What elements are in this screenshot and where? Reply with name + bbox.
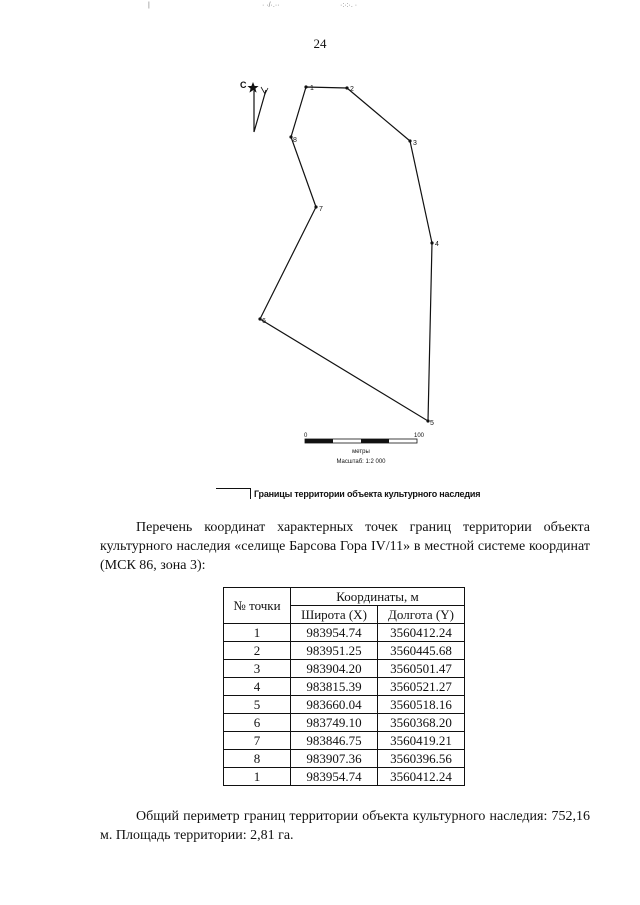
coordinates-table (223, 587, 465, 786)
cell-y: 3560412.24 (378, 624, 465, 642)
cell-point: 5 (224, 696, 291, 714)
vertex-marker (304, 85, 307, 88)
legend-label: Границы территории объекта культурного наследия (254, 488, 481, 499)
scan-artifact: | (148, 2, 150, 9)
cell-y: 3560518.16 (378, 696, 465, 714)
summary-text: Общий периметр границ территории объекта культурного наследия: 752,16 м. Площадь территории: 2,81 га. (100, 809, 590, 843)
point-label: 5 (430, 420, 434, 427)
table-row (224, 678, 465, 696)
cell-x: 983846.75 (291, 732, 378, 750)
vertex-marker (430, 241, 433, 244)
header-point-number: № точки (224, 588, 291, 624)
table-row (224, 696, 465, 714)
north-label: С (240, 80, 247, 90)
table-row (224, 750, 465, 768)
point-label: 4 (435, 241, 439, 248)
cell-x: 983951.25 (291, 642, 378, 660)
scale-text: Масштаб: 1:2 000 (336, 459, 386, 465)
cell-x: 983954.74 (291, 624, 378, 642)
point-label: 8 (293, 137, 297, 144)
map-legend (216, 488, 480, 499)
scan-artifact: · ·/·.·· (262, 2, 280, 9)
cell-point: 3 (224, 660, 291, 678)
cell-point: 4 (224, 678, 291, 696)
scan-artifact: ·:·:·. · (340, 2, 358, 9)
point-label: 1 (310, 85, 314, 92)
cell-y: 3560412.24 (378, 768, 465, 786)
point-label: 6 (262, 318, 266, 325)
cell-y: 3560368.20 (378, 714, 465, 732)
cell-y: 3560445.68 (378, 642, 465, 660)
table-row (224, 732, 465, 750)
header-longitude-y: Долгота (Y) (378, 606, 465, 624)
scale-bar (304, 433, 425, 465)
legend-boundary-line-icon (216, 488, 251, 499)
cell-y: 3560501.47 (378, 660, 465, 678)
cell-point: 2 (224, 642, 291, 660)
north-star-icon (247, 82, 258, 93)
cell-point: 8 (224, 750, 291, 768)
cell-x: 983749.10 (291, 714, 378, 732)
table-row (224, 768, 465, 786)
perimeter-area-paragraph (100, 807, 590, 845)
cell-y: 3560419.21 (378, 732, 465, 750)
vertex-marker (408, 139, 411, 142)
header-latitude-x: Широта (X) (291, 606, 378, 624)
table-row (224, 714, 465, 732)
cell-point: 7 (224, 732, 291, 750)
table-header-row (224, 588, 465, 606)
boundary-polygon (260, 87, 432, 421)
cell-point: 1 (224, 624, 291, 642)
cell-y: 3560521.27 (378, 678, 465, 696)
vertex-marker (314, 205, 317, 208)
header-coordinates: Координаты, м (291, 588, 465, 606)
north-arrow-icon (240, 80, 268, 132)
table-row (224, 660, 465, 678)
cell-point: 1 (224, 768, 291, 786)
intro-text: Перечень координат характерных точек границ территории объекта культурного наследия «селище Барсова Гора IV/11» в местной системе координат (МСК 86, зона 3): (100, 520, 590, 573)
table-row (224, 624, 465, 642)
cell-x: 983907.36 (291, 750, 378, 768)
cell-x: 983954.74 (291, 768, 378, 786)
table-row (224, 642, 465, 660)
point-label: 3 (413, 140, 417, 147)
boundary-vertices (258, 85, 433, 422)
point-label: 2 (350, 86, 354, 93)
vertex-marker (345, 86, 348, 89)
cell-x: 983904.20 (291, 660, 378, 678)
scale-unit-label: метры (352, 449, 370, 455)
cell-point: 6 (224, 714, 291, 732)
boundary-map (220, 70, 480, 470)
scale-start-label: 0 (304, 433, 308, 439)
point-label: 7 (319, 206, 323, 213)
coordinates-intro-paragraph (100, 518, 590, 575)
cell-x: 983660.04 (291, 696, 378, 714)
cell-x: 983815.39 (291, 678, 378, 696)
scale-end-label: 100 (414, 433, 425, 439)
boundary-map-svg (220, 70, 480, 470)
cell-y: 3560396.56 (378, 750, 465, 768)
page-number: 24 (313, 36, 327, 51)
